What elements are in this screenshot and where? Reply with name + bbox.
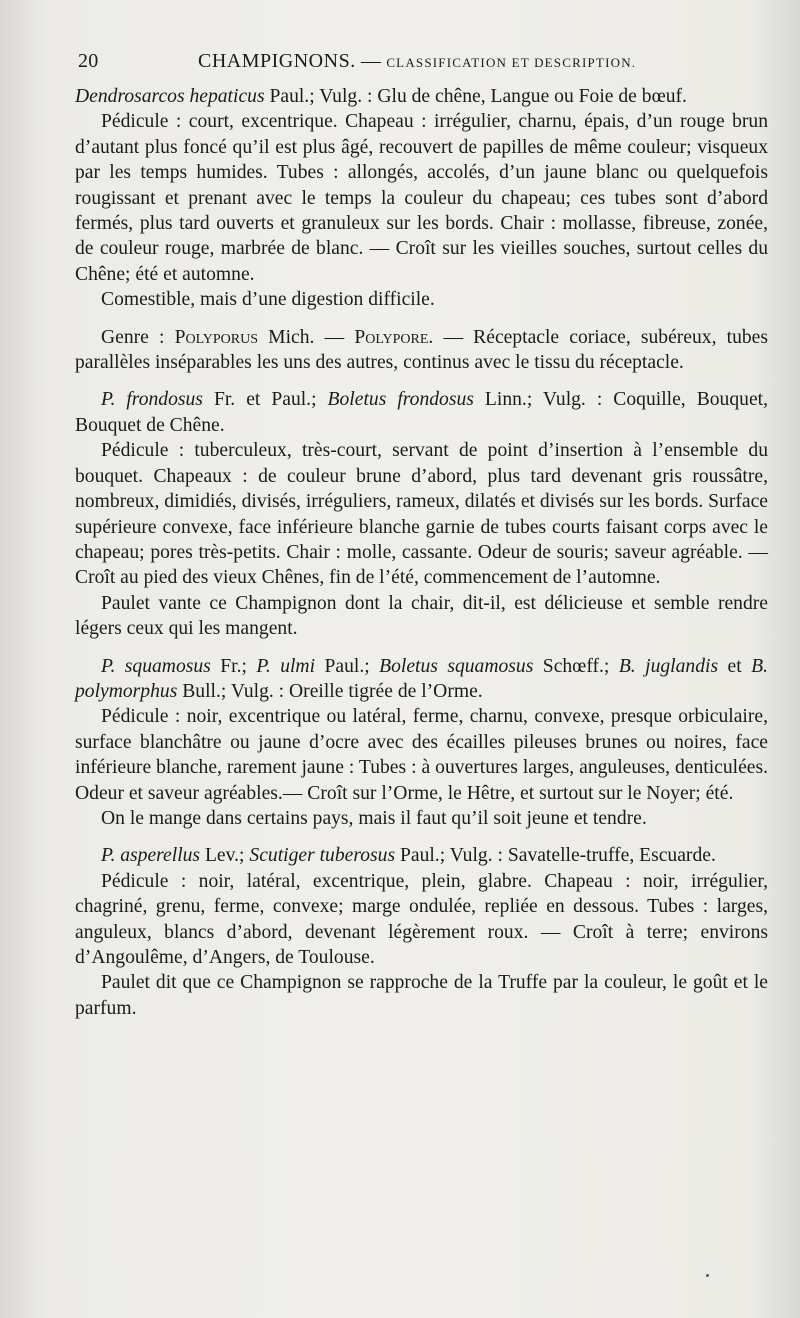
taxon-name: B. polymorphus (75, 655, 769, 702)
text-run: Paulet dit que ce Champignon se rapproche de la Truffe par la couleur, le goût et le parfum. (75, 972, 768, 1019)
paragraph-p12 (75, 869, 768, 971)
paragraph-p10 (75, 806, 768, 831)
text-run: Paul.; Vulg. : Glu de chêne, Langue ou Foie de bœuf. (264, 86, 687, 107)
text-run: Lev.; (200, 845, 250, 867)
text-run: Paul.; Vulg. : Savatelle-truffe, Escuarde. (395, 845, 716, 867)
text-run: Polypore (354, 326, 429, 348)
text-run: On le mange dans certains pays, mais il faut qu’il soit jeune et tendre. (101, 807, 647, 829)
text-run: Pédicule : noir, latéral, excentrique, plein, glabre. Chapeau : noir, irrégulier, chagriné, grenu, ferme, convexe; marge ondulée, repliée en dessous. Tubes : larges, anguleux, blancs d’abord, devenant légèrement roux. — Croît à terre; environs d’Angoulême, d’Angers, de Toulouse. (75, 870, 768, 968)
text-run: . — Réceptacle coriace, subéreux, tubes parallèles inséparables les uns des autres, continus avec le tissu du réceptacle. (75, 326, 769, 374)
paragraph-p4 (75, 325, 768, 376)
text-run: Pédicule : tuberculeux, très-court, servant de point d’insertion à l’ensemble du bouquet. Chapeaux : de couleur brune d’abord, plus tard devenant gris roussâtre, nombreux, dimidiés, divisés, irréguliers, rameux, dilatés et divisés sur les bords. Surface supérieure convexe, face inférieure blanche garnie de tubes courts faisant corps avec le chapeau; pores très-petits. Chair : molle, cassante. Odeur de souris; saveur agréable. — Croît au pied des vieux Chênes, fin de l’été, commencement de l’automne. (75, 440, 768, 589)
text-run: Genre : (101, 326, 175, 348)
paragraph-p2 (75, 109, 768, 287)
text-run: Fr. et Paul.; (202, 389, 328, 411)
paragraph-p6 (75, 438, 768, 590)
taxon-name: Scutiger tuberosus (249, 845, 396, 867)
text-run: Paul.; (315, 655, 380, 677)
paragraph-p9 (75, 704, 768, 806)
taxon-name: P. frondosus (101, 389, 203, 411)
paragraph-p8 (75, 654, 768, 705)
text-run: Bull.; Vulg. : Oreille tigrée de l’Orme. (177, 680, 483, 702)
paragraph-p11 (75, 843, 768, 868)
page-number: 20 (78, 50, 99, 72)
taxon-name: Boletus squamosus (379, 655, 534, 677)
taxon-name: Dendrosarcos hepaticus (75, 86, 265, 107)
text-run: et (718, 655, 752, 677)
paragraph-p3 (75, 287, 768, 312)
text-run: Pédicule : noir, excentrique ou latéral, ferme, charnu, convexe, presque orbiculaire, surface blanchâtre ou jaune d’ocre avec des écailles pileuses brunes ou noires, face inférieure blanche, rarement jaune : Tubes : à ouvertures larges, anguleuses, denticulées. Odeur et saveur agréables.— Croît sur l’Orme, le Hêtre, et surtout sur le Noyer; été. (75, 706, 768, 804)
text-run: Linn.; Vulg. : Coquille, Bouquet, Bouquet de Chêne. (75, 389, 768, 436)
text-run: Schœff.; (533, 655, 619, 677)
paragraph-p13 (75, 970, 768, 1021)
header-subtitle: CLASSIFICATION ET DESCRIPTION. (386, 55, 637, 70)
paper-speck (706, 1274, 709, 1277)
taxon-name: P. squamosus (101, 655, 211, 677)
paragraph-p7 (75, 591, 768, 642)
paragraph-p5 (75, 387, 768, 438)
taxon-name: P. asperellus (101, 845, 201, 867)
text-run: Polyporus (174, 326, 259, 348)
paragraph-p1 (75, 84, 768, 109)
text-run: Mich. — (258, 326, 355, 348)
running-header: 20 CHAMPIGNONS. — CLASSIFICATION ET DESCRIPTION. (78, 50, 637, 72)
header-title: CHAMPIGNONS. (198, 50, 356, 72)
text-run: Comestible, mais d’une digestion difficile. (101, 289, 435, 311)
text-run: Fr.; (210, 655, 257, 677)
taxon-name: B. juglandis (618, 655, 719, 677)
taxon-name: Boletus frondosus (327, 389, 474, 411)
text-run: Paulet vante ce Champignon dont la chair, dit-il, est délicieuse et semble rendre légers ceux qui les mangent. (75, 592, 768, 640)
text-run: Pédicule : court, excentrique. Chapeau : irrégulier, charnu, épais, d’un rouge brun d’autant plus foncé qu’il est plus âgé, recouvert de papilles de même couleur; visqueux par les temps humides. Tubes : allongés, accolés, d’un jaune blanc ou quelquefois rougissant et prenant avec le temps la couleur du chapeau; ces tubes sont d’abord fermés, plus tard ouverts et granuleux sur les bords. Chair : mollasse, fibreuse, zonée, de couleur rouge, marbrée de blanc. — Croît sur les vieilles souches, surtout celles du Chêne; été et automne. (75, 111, 768, 285)
taxon-name: P. ulmi (256, 655, 316, 677)
page-body-text (75, 84, 768, 1021)
